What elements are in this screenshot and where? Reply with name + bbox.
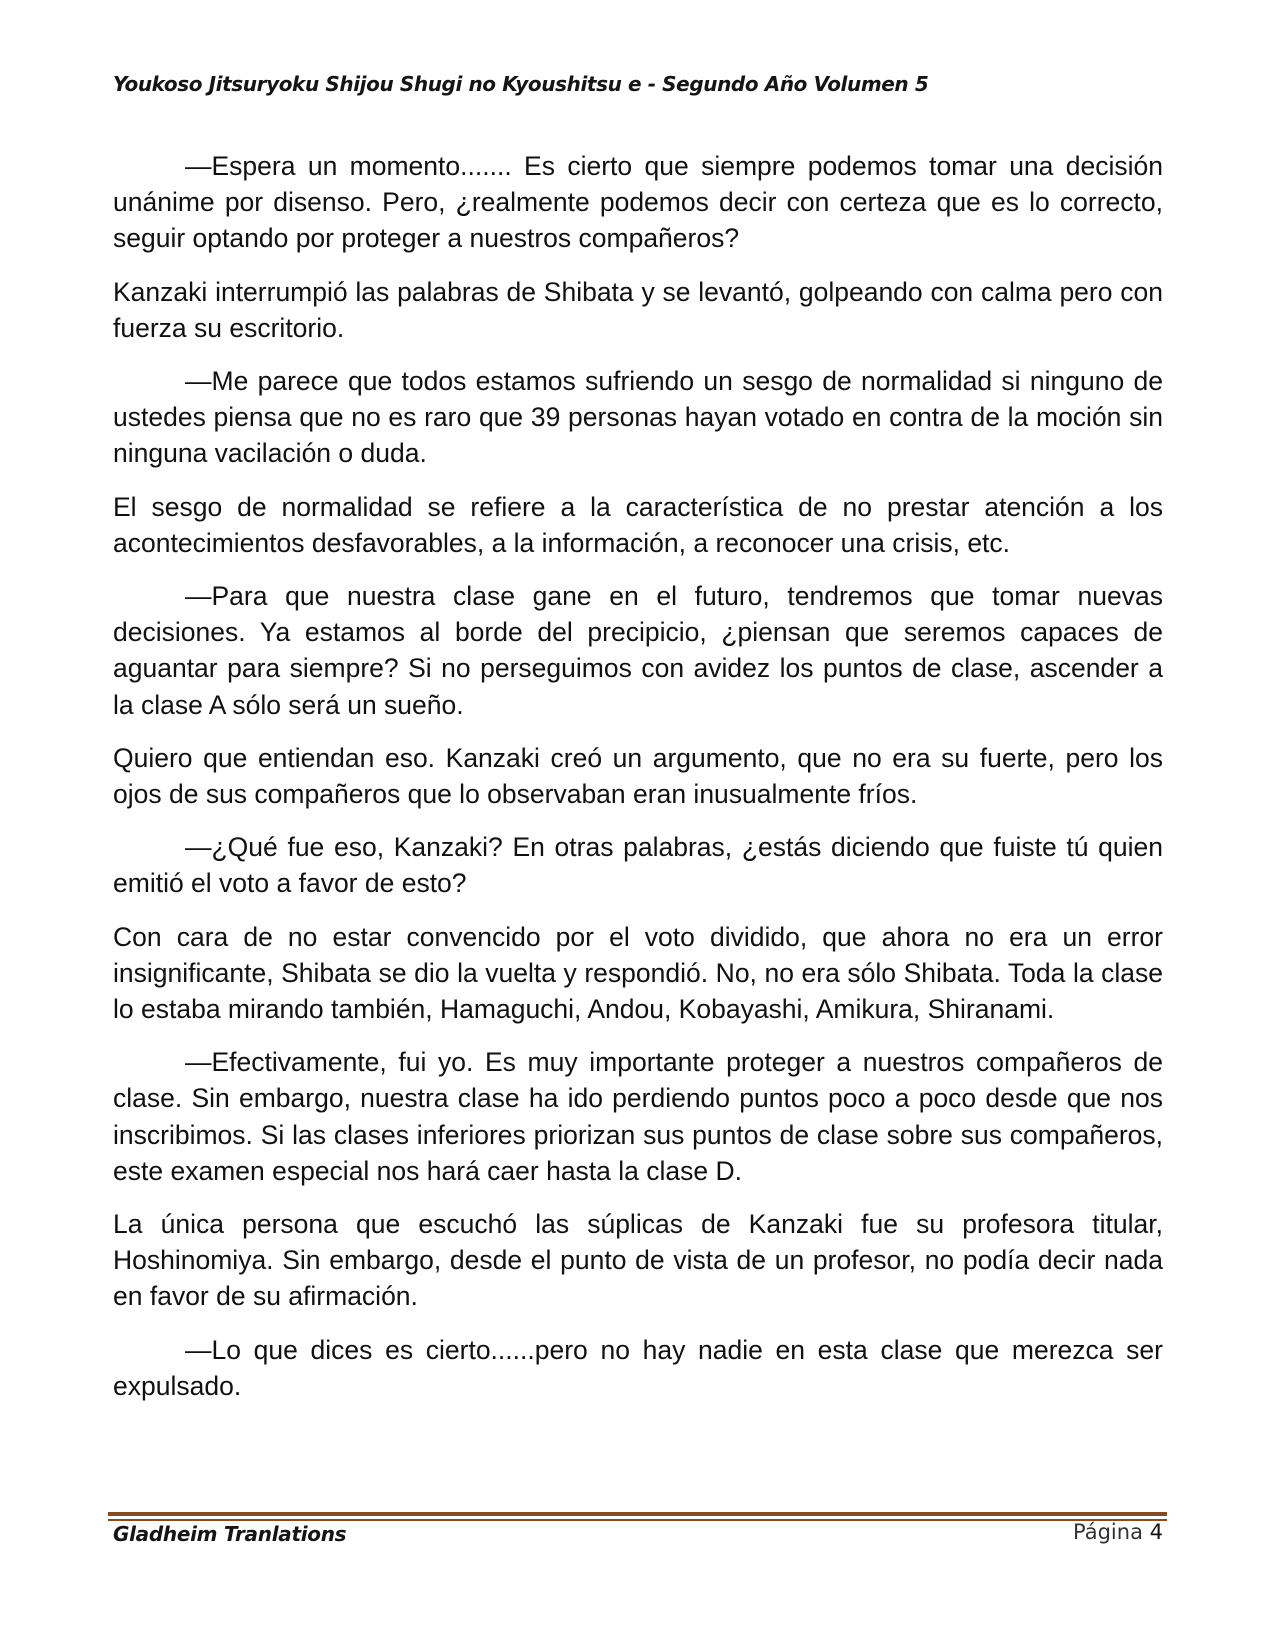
footer-divider-thin [108,1519,1167,1521]
paragraph-dialog: —Lo que dices es cierto......pero no hay nadie en esta clase que merezca ser expulsado. [113,1334,1163,1401]
paragraph-narration: La única persona que escuchó las súplicas de Kanzaki fue su profesora titular, Hoshinomiya. Sin embargo, desde el punto de vista de un profesor, no podía decir nada en favor de su afirmación. [113,1209,1163,1312]
footer-credit: Gladheim Tranlations [113,1522,347,1546]
page-header-title: Youkoso Jitsuryoku Shijou Shugi no Kyoushitsu e - Segundo Año Volumen 5 [113,72,929,96]
paragraph-dialog: —Para que nuestra clase gane en el futuro, tendremos que tomar nuevas decisiones. Ya estamos al borde del precipicio, ¿piensan que seremos capaces de aguantar para siempre? Si no perseguimos con avidez los puntos de clase, ascender a la clase A sólo será un sueño. [113,581,1163,720]
paragraph-narration: Con cara de no estar convencido por el voto dividido, que ahora no era un error insignificante, Shibata se dio la vuelta y respondió. No, no era sólo Shibata. Toda la clase lo estaba mirando también, Hamaguchi, Andou, Kobayashi, Amikura, Shiranami. [113,921,1163,1025]
paragraph-narration: Kanzaki interrumpió las palabras de Shibata y se levantó, golpeando con calma pero con fuerza su escritorio. [113,276,1163,343]
page-number [1073,1520,1163,1544]
paragraph-narration: El sesgo de normalidad se refiere a la característica de no prestar atención a los acontecimientos desfavorables, a la información, a reconocer una crisis, etc. [113,491,1163,558]
footer-divider-thick [108,1512,1167,1516]
page-label: Página [1073,1520,1143,1544]
paragraph-dialog: —Me parece que todos estamos sufriendo un sesgo de normalidad si ninguno de ustedes piensa que no es raro que 39 personas hayan votado en contra de la moción sin ninguna vacilación o duda. [113,366,1163,469]
paragraph-dialog: —Efectivamente, fui yo. Es muy importante proteger a nuestros compañeros de clase. Sin embargo, nuestra clase ha ido perdiendo puntos poco a poco desde que nos inscribimos. Si las clases inferiores priorizan sus puntos de clase sobre sus compañeros, este examen especial nos hará caer hasta la clase D. [113,1047,1163,1186]
body-text [113,148,1163,1421]
page-number-value: 4 [1149,1520,1163,1544]
paragraph-dialog: —¿Qué fue eso, Kanzaki? En otras palabras, ¿estás diciendo que fuiste tú quien emitió el voto a favor de esto? [113,832,1163,899]
paragraph-dialog: —Espera un momento....... Es cierto que siempre podemos tomar una decisión unánime por disenso. Pero, ¿realmente podemos decir con certeza que es lo correcto, seguir optando por proteger a nuestros compañeros? [113,151,1163,254]
paragraph-narration: Quiero que entiendan eso. Kanzaki creó un argumento, que no era su fuerte, pero los ojos de sus compañeros que lo observaban eran inusualmente fríos. [113,742,1163,810]
